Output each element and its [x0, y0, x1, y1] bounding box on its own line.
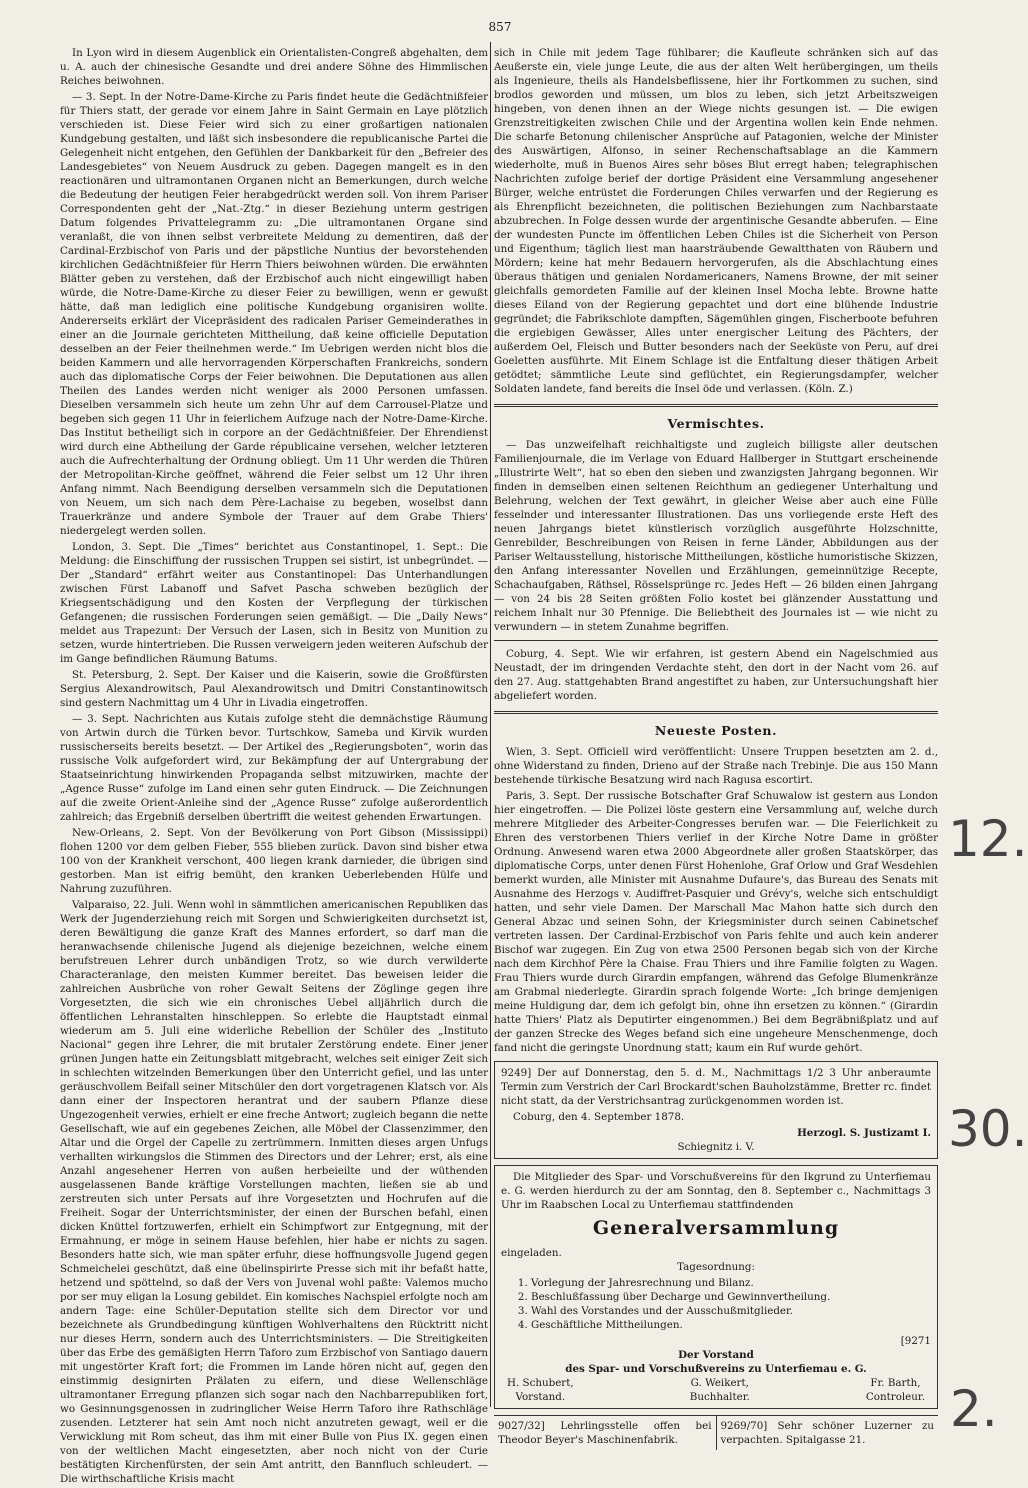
handwritten-pencil-mark: 12. — [948, 810, 1028, 868]
notice-generalversammlung — [494, 1165, 938, 1409]
article-st-petersburg: St. Petersburg, 2. Sept. Der Kaiser und die Kaiserin, sowie die Großfürsten Sergius Alexandrowitsch, Paul Alexandrowitsch und Dmitri Constantinowitsch sind gestern Nachmittag um 4 Uhr in Livadia eingetroffen. — [60, 669, 488, 709]
divider — [494, 640, 938, 641]
notice-signature-sub: Schiegnitz i. V. — [677, 1141, 755, 1153]
signers-row — [501, 1376, 931, 1404]
section-title-neueste-posten: Neueste Posten. — [654, 723, 778, 738]
small-ads-row — [494, 1415, 938, 1450]
assembly-intro: Die Mitglieder des Spar- und Vorschußvereins für den Ikgrund zu Unterfiemau e. G. werden hierdurch zu der am Sonntag, den 8. September c., Nachmittags 3 Uhr im Raabschen Local zu Unterfiemau stattfindenden — [501, 1171, 931, 1211]
agenda-item: 3. Wahl des Vorstandes und der Ausschußmitglieder. — [531, 1304, 931, 1318]
agenda-title: Tagesordnung: — [677, 1260, 755, 1273]
notice-place-date: Coburg, den 4. September 1878. — [513, 1111, 685, 1123]
right-column — [494, 46, 938, 1450]
column-divider — [490, 42, 491, 1407]
notice-brockardt — [494, 1061, 938, 1159]
article-illustrirte-welt: — Das unzweifelhaft reichhaltigste und zugleich billigste aller deutschen Familienjournale, die im Verlage von Eduard Hallberger in Stuttgart erscheinende „Illustrirte Welt“, hat so eben den sieben und zwanzigsten Jahrgang begonnen. Wir finden in demselben einen seltenen Reichthum an gediegener Unterhaltung und Belehrung, welchen der Text gewährt, in gleicher Weise aber auch eine Fülle fesselnder und interessanter Illustrationen. Das uns vorliegende erste Heft des neuen Jahrgangs bietet künstlerisch vorzüglich ausgeführte Holzschnitte, Genrebilder, Beschreibungen von Reisen in ferne Länder, Abbildungen aus der Pariser Weltausstellung, historische Mittheilungen, köstliche humoristische Skizzen, den Anfang interessanter Novellen und Erzählungen, gemeinnützige Recepte, Schachaufgaben, Räthsel, Rösselsprünge rc. Jedes Heft — 26 bilden einen Jahrgang — von 24 bis 28 Seiten größten Folio kostet bei glänzender Ausstattung und reichem Inhalt nur 30 Pfennige. Die Beliebtheit des Journales ist — wie nicht zu verwundern — in stetem Zunahme begriffen. — [494, 439, 938, 633]
article-london: London, 3. Sept. Die „Times“ berichtet aus Constantinopel, 1. Sept.: Die Meldung: die Einschiffung der russischen Truppen sei sistirt, ist unbegründet. — Der „Standard“ erfährt weiter aus Constantinopel: Das Unterhandlungen zwischen Fürst Labanoff und Safvet Pascha schweben bezüglich der Kriegsentschädigung und den Kosten der Verpflegung der türkischen Gefangenen; die russischen Forderungen seien gemäßigt. — Die „Daily News“ meldet aus Trapezunt: Der Versuch der Lasen, sich in Besitz von Munition zu setzen, wurde hintertrieben. Die Russen verweigern jeden weiteren Aufschub der im Gange befindlichen Räumung Batums. — [60, 541, 488, 665]
article-kutais: — 3. Sept. Nachrichten aus Kutais zufolge steht die demnächstige Räumung von Artwin durch die Türken bevor. Turtschkow, Sameba und Kirvik wurden russischerseits bereits besetzt. — Der Artikel des „Regierungsboten“, worin das russische Volk aufgefordert wird, zur Bekämpfung der auf Untergrabung der Staatseinrichtung hinwirkenden Propaganda selbst mitzuwirken, machte der „Agence Russe“ zufolge im Land einen sehr guten Eindruck. — Die Zeichnungen auf die zweite Orient-Anleihe sind der „Agence Russe“ zufolge außerordentlich zahlreich; das Ergebniß derselben übertrifft die weitest gehenden Erwartungen. — [60, 713, 488, 823]
agenda-list — [531, 1276, 931, 1332]
agenda-item: 1. Vorlegung der Jahresrechnung und Bilanz. — [531, 1276, 931, 1290]
section-title-vermischtes: Vermischtes. — [667, 416, 765, 431]
assembly-ref: [9271 — [900, 1334, 931, 1347]
board-title: Der Vorstand — [678, 1348, 754, 1361]
handwritten-pencil-mark: 2. — [950, 1380, 998, 1438]
handwritten-pencil-mark: 30. — [948, 1100, 1028, 1158]
section-divider — [494, 711, 938, 714]
ad-lehrlingsstelle: 9027/32] Lehrlingsstelle offen bei Theodor Beyer's Maschinenfabrik. — [498, 1419, 712, 1446]
left-column — [60, 46, 488, 1488]
article-paris-thiers: — 3. Sept. In der Notre-Dame-Kirche zu Paris findet heute die Gedächtnißfeier für Thiers statt, der gerade vor einem Jahre in Saint Germain en Laye plötzlich verschieden ist. Diese Feier wird sich zu einer großartigen nationalen Kundgebung gestalten, und läßt sich insbesondere die republicanische Partei die Gelegenheit nicht entgehen, den Gefühlen der Dankbarkeit für den „Befreier des Landesgebietes“ von Neuem Ausdruck zu geben. Dagegen mangelt es in den reactionären und ultramontanen Organen nicht an Bemerkungen, durch welche die Bedeutung der heutigen Feier herabgedrückt werden soll. Von ihrem Pariser Correspondenten geht der „Nat.-Ztg.“ in dieser Beziehung unterm gestrigen Datum folgendes Privattelegramm zu: „Die ultramontanen Organe sind veranlaßt, die von ihnen selbst verbreitete Meldung zu dementiren, daß der Cardinal-Erzbischof von Paris und der päpstliche Nuntius der bevorstehenden kirchlichen Gedächtnißfeier für Herrn Thiers beiwohnen würden. Die erwähnten Blätter geben zu verstehen, daß der Erzbischof auch nicht eingewilligt haben würde, die Notre-Dame-Kirche zu dieser Feier zu bewilligen, wenn er gewußt hätte, daß man lediglich eine politische Kundgebung organisiren wollte. Andererseits erklärt der Vicepräsident des radicalen Pariser Gemeinderathes in einer an die Journale gerichteten Mittheilung, daß keine officielle Deputation desselben an der Feier theilnehmen werde.“ Im Uebrigen werden nicht blos die beiden Kammern und alle hervorragenden Körperschaften Frankreichs, sondern auch das diplomatische Corps der Feier beiwohnen. Die Deputationen aus allen Theilen des Landes werden nicht weniger als 2000 Personen umfassen. Dieselben versammeln sich heute um zehn Uhr auf dem Carrousel-Platze und begeben sich gegen 11 Uhr in feierlichem Aufzuge nach der Notre-Dame-Kirche. Das Institut betheiligt sich in corpore an der Gedächtnißfeier. Der Ehrendienst wird durch eine Abtheilung der Garde républicaine versehen, welcher letzteren auch die Aufrechterhaltung der Ordnung obliegt. Um 11 Uhr werden die Thüren der Metropolitan-Kirche geöffnet, während die Feier selbst um 12 Uhr ihren Anfang nimmt. Nach Beendigung derselben versammeln sich die Deputationen von Neuem, um sich nach dem Père-Lachaise zu begeben, woselbst dann Trauerkränze und andere Symbole der Trauer auf dem Grabe Thiers' niedergelegt werden sollen. — [60, 91, 488, 537]
article-valparaiso: Valparaiso, 22. Juli. Wenn wohl in sämmtlichen americanischen Republiken das Werk der Jugenderziehung reich mit Sorgen und Schwierigkeiten durchsetzt ist, deren Bewältigung die ganze Kraft des Mannes erfordert, so darf man die heranwachsende chilenische Jugend als diejenige bezeichnen, welche einem berufstreuen Lehrer durch unbändigen Trotz, so wie durch verwilderte Characteranlage, den meisten Kummer bereitet. Das beweisen leider die zahlreichen Ausbrüche von roher Gewalt Seitens der Zöglinge gegen ihre Vorgesetzten, die sich wie ein chronisches Uebel alljährlich durch die öffentlichen Lehranstalten hinschleppen. So erlebte die Hauptstadt einmal wiederum am 5. Juli eine widerliche Rebellion der Schüler des „Instituto Nacional“ gegen ihre Lehrer, die mit brutaler Zerstörung endete. Einer jener grünen Jungen hatte ein Zeitungsblatt mitgebracht, welches seit einiger Zeit sich in schlechten witzelnden Bemerkungen über den Unterricht gefiel, und las unter geräuschvollem Beifall seiner Mitschüler den dort vorgetragenen Klatsch vor. Als dann einer der Inspectoren herantrat und der saubern Pflanze diese Ungezogenheit verwies, erhielt er eine freche Antwort; zugleich begann die nette Gesellschaft, wie auf ein gegebenes Zeichen, alle Möbel der Classenzimmer, den Altar und die Orgel der Capelle zu zertrümmern. Inmitten dieses argen Unfugs verhallten wirkungslos die Stimmen des Directors und der Lehrer; erst, als eine Anzahl angesehener Herren von außen herbeieilte und der wüthenden ausgelassenen Bande kräftige Vorstellungen machten, ließen sie ab und zerstreuten sich unter Persats auf ihre Vorgesetzten und Hochrufen auf die Freiheit. Sogar der Unterrichtsminister, der einen der Burschen befahl, einen dicken Knüttel fortzuwerfen, erhielt ein Schimpfwort zur Entgegnung, mit der Ermahnung, er möge in seinem Hause befehlen, hier habe er nichts zu sagen. Besonders hatte sich, wie man später erfuhr, diese hoffnungsvolle Jugend gegen Schmeichelei geschützt, daß eine übelinspirirte Presse sich mit ihr befaßt hatte, hetzend und spöttelnd, so daß der Vers von Juvenal wohl paßte: Valemos mucho por ser muy eligan la Losung gebildet. Ein komisches Nachspiel erfolgte noch am andern Tage: eine Schüler-Deputation stellte sich dem Director vor und bezeichnete als Grundbedingung künftigen Wohlverhaltens den Rücktritt nicht nur dieses Herrn, sondern auch des Unterrichtsministers. — Die Streitigkeiten über das Erbe des gemäßigten Herrn Taforo zum Erzbischof von Santiago dauern mit ungestörter Kraft fort; die Frommen im Lande hören nicht auf, gegen den einstimmig designirten Prälaten zu eifern, und diese Wellenschläge ultramontaner Erregung pflanzen sich sogar nach den Nachbarrepubliken fort, wo Gesinnungsgenossen in zudringlicher Weise Herrn Taforo ihre Rathschläge zusenden. Letzterer hat sein Amt noch nicht anzutreten gewagt, weil er die Verwicklung mit Rom scheut, das ihm mit einer Bulle von Pius IX. gegen einen von der weltlichen Macht eingesetzten, aber noch nicht von der Curie bestätigten Kirchenfürsten, der sein Amt antritt, den Bannfluch schleudert. — Die wirthschaftliche Krisis macht — [60, 899, 488, 1485]
article-coburg: Coburg, 4. Sept. Wie wir erfahren, ist gestern Abend ein Nagelschmied aus Neustadt, der im dringenden Verdachte steht, den dort in der Nacht vom 26. auf den 27. Aug. stattgehabten Brand angestiftet zu haben, zur Untersuchungshaft hier abgeliefert worden. — [494, 648, 938, 702]
signer: H. Schubert, Vorstand. — [507, 1376, 574, 1403]
ad-luzerner: 9269/70] Sehr schöner Luzerner zu verpachten. Spitalgasse 21. — [716, 1416, 939, 1450]
assembly-invite: eingeladen. — [501, 1246, 562, 1259]
section-divider — [494, 404, 938, 407]
article-new-orleans: New-Orleans, 2. Sept. Von der Bevölkerung von Port Gibson (Mississippi) flohen 1200 vor dem gelben Fieber, 555 blieben zurück. Davon sind bisher etwa 100 von der Krankheit verschont, 400 liegen krank darnieder, die übrigen sind gestorben. Man ist eifrig bemüht, den kranken Ueberlebenden Hülfe und Nahrung zuzuführen. — [60, 827, 488, 895]
agenda-item: 4. Geschäftliche Mittheilungen. — [531, 1318, 931, 1332]
signer: Fr. Barth, Controleur. — [865, 1376, 925, 1403]
notice-text: 9249] Der auf Donnerstag, den 5. d. M., Nachmittags 1/2 3 Uhr anberaumte Termin zum Verstrich der Carl Brockardt'schen Bauholzstämme, Bretter rc. findet nicht statt, da der Verstrichsantrag zurückgenommen worden ist. — [501, 1067, 931, 1107]
notice-signature: Herzogl. S. Justizamt I. — [797, 1127, 931, 1139]
article-paris-news: Paris, 3. Sept. Der russische Botschafter Graf Schuwalow ist gestern aus London hier eingetroffen. — Die Polizei löste gestern eine Versammlung auf, welche durch mehrere Mitglieder des Arbeiter-Congresses berufen war. — Die Feierlichkeit zu Ehren des verstorbenen Thiers verlief in der Kirche Notre Dame in größter Ordnung. Anwesend waren etwa 2000 Abgeordnete aller großen Staatskörper, das diplomatische Corps, unter denen Fürst Hohenlohe, Graf Orlow und Graf Wesdehlen bemerkt wurden, alle Minister mit Ausnahme Dufaure's, das Bureau des Senats mit Ausnahme des Herzogs v. Audiffret-Pasquier und Grévy's, welche sich entschuldigt hatten, und sehr viele Damen. Der Marschall Mac Mahon hatte sich durch den General Abzac und seinen Sohn, der Kriegsminister durch seinen Cabinetschef vertreten lassen. Der Cardinal-Erzbischof von Paris fehlte und auch kein anderer Bischof war zugegen. Ein Zug von etwa 2500 Personen begab sich von der Kirche nach dem Kirchhof Père la Chaise. Frau Thiers und ihre Familie folgten zu Wagen. Frau Thiers wurde durch Girardin empfangen, während das Gefolge Blumenkränze am Grabmal niederlegte. Girardin sprach folgende Worte: „Ich bringe demjenigen meine Huldigung dar, dem ich gefolgt bin, ohne ihn ersetzen zu können.“ (Girardin hatte Thiers' Platz als Deputirter eingenommen.) Bei dem Begräbnißplatz und auf der ganzen Strecke des Weges befand sich eine ungeheure Menschenmenge, doch fand nicht die geringste Unordnung statt; kaum ein Ruf wurde gehört. — [494, 790, 938, 1054]
signer: G. Weikert, Buchhalter. — [689, 1376, 750, 1403]
assembly-title: Generalversammlung — [592, 1217, 840, 1239]
article-chile-continued: sich in Chile mit jedem Tage fühlbarer; die Kaufleute schränken sich auf das Aeußerste ein, viele junge Leute, die aus der alten Welt herübergingen, um theils als Ingenieure, theils als Handelsbeflissene, hier ihr Fortkommen zu suchen, sind brodlos geworden und müssen, um blos zu leben, sich jetzt Arbeitszweigen hingeben, von denen ihnen an der Wiege nichts gesungen ist. — Die ewigen Grenzstreitigkeiten zwischen Chile und der Argentina wollen kein Ende nehmen. Die scharfe Betonung chilenischer Ansprüche auf Patagonien, welche der Minister des Auswärtigen, Alfonso, in seiner Rechenschaftsablage an die Kammern wiederholte, muß in Buenos Aires sehr böses Blut erregt haben; telegraphischen Nachrichten zufolge berief der dortige Präsident eine Versammlung angesehener Bürger, welche entrüstet die Forderungen Chiles verwarfen und der Regierung es als Ehrenpflicht bezeichneten, die politischen Beziehungen zum Nachbarstaate abzubrechen. In Folge dessen wurde der argentinische Gesandte abberufen. — Eine der wundesten Puncte im öffentlichen Leben Chiles ist die Sicherheit von Person und Eigenthum; täglich liest man haarsträubende Gewaltthaten von Räubern und Mördern; keine hat mehr Bedauern hervorgerufen, als die Abschlachtung eines überaus thätigen und genialen Nordamericaners, Namens Browne, der mit seiner gleichfalls gemordeten Familie auf der kleinen Insel Mocha lebte. Browne hatte dieses Eiland von der Regierung gepachtet und dort eine blühende Industrie gegründet; die Fabrikschlote dampften, Sägemühlen gingen, Fischerboote befuhren die ergiebigen Gewässer, Alles unter energischer Leitung des Pächters, der außerdem Oel, Fleisch und Butter besonders nach der Seeküste von Peru, auf drei Goeletten ausführte. Mit Einem Schlage ist die Entfaltung dieser thätigen Arbeit getödtet; sämmtliche Leute sind geflüchtet, ein Regierungsdampfer, welcher Soldaten landete, fand bereits die Insel öde und verlassen. (Köln. Z.) — [494, 47, 938, 395]
board-subtitle: des Spar- und Vorschußvereins zu Unterfiemau e. G. — [565, 1362, 867, 1375]
agenda-item: 2. Beschlußfassung über Decharge und Gewinnvertheilung. — [531, 1290, 931, 1304]
article-wien: Wien, 3. Sept. Officiell wird veröffentlicht: Unsere Truppen besetzten am 2. d., ohne Widerstand zu finden, Drieno auf der Straße nach Trebinje. Die aus 150 Mann bestehende türkische Besatzung wird nach Ragusa escortirt. — [494, 746, 938, 786]
article-lyon: In Lyon wird in diesem Augenblick ein Orientalisten-Congreß abgehalten, dem u. A. auch der chinesische Gesandte und drei andere Söhne des Himmlischen Reiches beiwohnen. — [60, 47, 488, 87]
page-number: 857 — [488, 20, 512, 34]
